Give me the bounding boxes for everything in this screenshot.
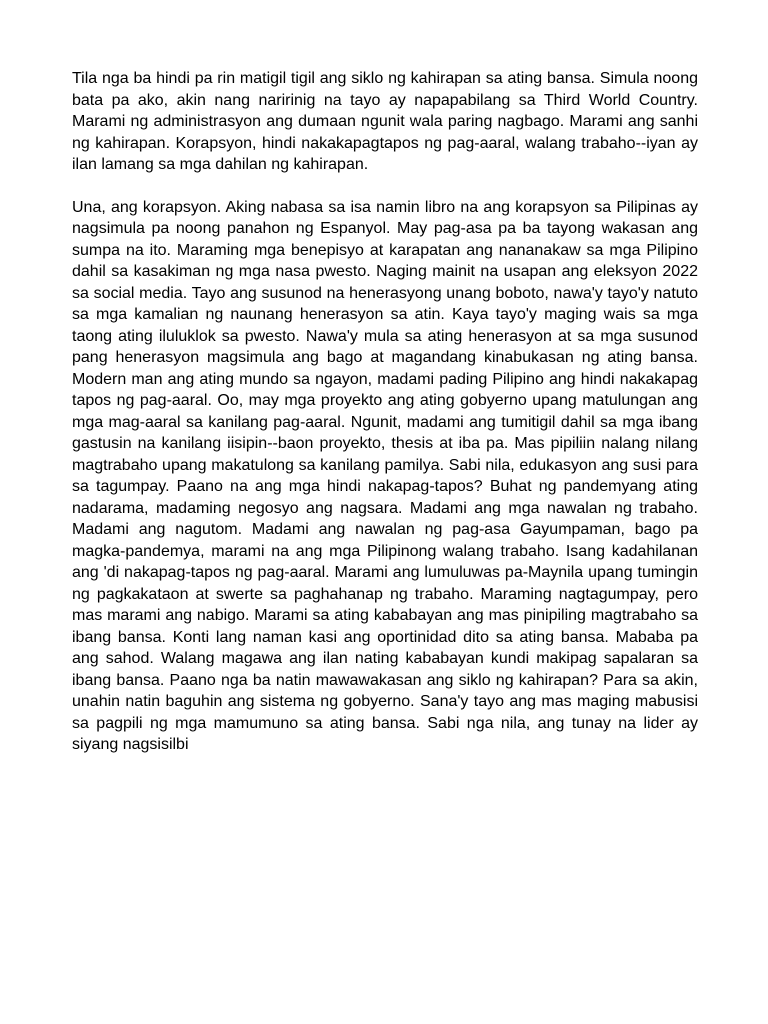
document-page [72, 68, 698, 777]
intro-paragraph: Tila nga ba hindi pa rin matigil tigil ang siklo ng kahirapan sa ating bansa. Simula noong bata pa ako, akin nang naririnig na tayo ay napapabilang sa Third World Country. Marami ng administrasyon ang dumaan ngunit wala paring nagbago. Marami ang sanhi ng kahirapan. Korapsyon, hindi nakakapagtapos ng pag-aaral, walang trabaho--iyan ay ilan lamang sa mga dahilan ng kahirapan. [72, 70, 698, 173]
body-paragraph: Una, ang korapsyon. Aking nabasa sa isa namin libro na ang korapsyon sa Pilipinas ay nagsimula pa noong panahon ng Espanyol. May pag-asa pa ba tayong wakasan ang sumpa na ito. Maraming mga benepisyo at karapatan ang nananakaw sa mga Pilipino dahil sa kasakiman ng mga nasa pwesto. Naging mainit na usapan ang eleksyon 2022 sa social media. Tayo ang susunod na henerasyong unang boboto, nawa'y tayo'y natuto sa mga kamalian ng naunang henerasyon sa atin. Kaya tayo'y maging wais sa mga taong ating iluluklok sa pwesto. Nawa'y mula sa ating henerasyon at sa mga susunod pang henerasyon magsimula ang bago at magandang kinabukasan ng ating bansa. Modern man ang ating mundo sa ngayon, madami pading Pilipino ang hindi nakakapag tapos ng pag-aaral. Oo, may mga proyekto ang ating gobyerno upang matulungan ang mga mag-aaral sa kanilang pag-aaral. Ngunit, madami ang tumitigil dahil sa mga ibang gastusin na kanilang iisipin--baon proyekto, thesis at iba pa. Mas pipiliin nalang nilang magtrabaho upang makatulong sa kanilang pamilya. Sabi nila, edukasyon ang susi para sa tagumpay. Paano na ang mga hindi nakapag-tapos? Buhat ng pandemyang ating nadarama, madaming negosyo ang nagsara. Madami ang mga nawalan ng trabaho. Madami ang nagutom. Madami ang nawalan ng pag-asa Gayumpaman, bago pa magka-pandemya, marami na ang mga Pilipinong walang trabaho. Isang kadahilanan ang 'di nakapag-tapos ng pag-aaral. Marami ang lumuluwas pa-Maynila upang tumingin ng pagkakataon at swerte sa paghahanap ng trabaho. Maraming nagtagumpay, pero mas marami ang nabigo. Marami sa ating kababayan ang mas pinipiling magtrabaho sa ibang bansa. Konti lang naman kasi ang oportinidad dito sa ating bansa. Mababa pa ang sahod. Walang magawa ang ilan nating kababayan kundi makipag sapalaran sa ibang bansa. Paano nga ba natin mawawakasan ang siklo ng kahirapan? Para sa akin, unahin natin baguhin ang sistema ng gobyerno. Sana'y tayo ang mas maging mabusisi sa pagpili ng mga mamumuno sa ating bansa. Sabi nga nila, ang tunay na lider ay siyang nagsisilbi [72, 198, 698, 753]
